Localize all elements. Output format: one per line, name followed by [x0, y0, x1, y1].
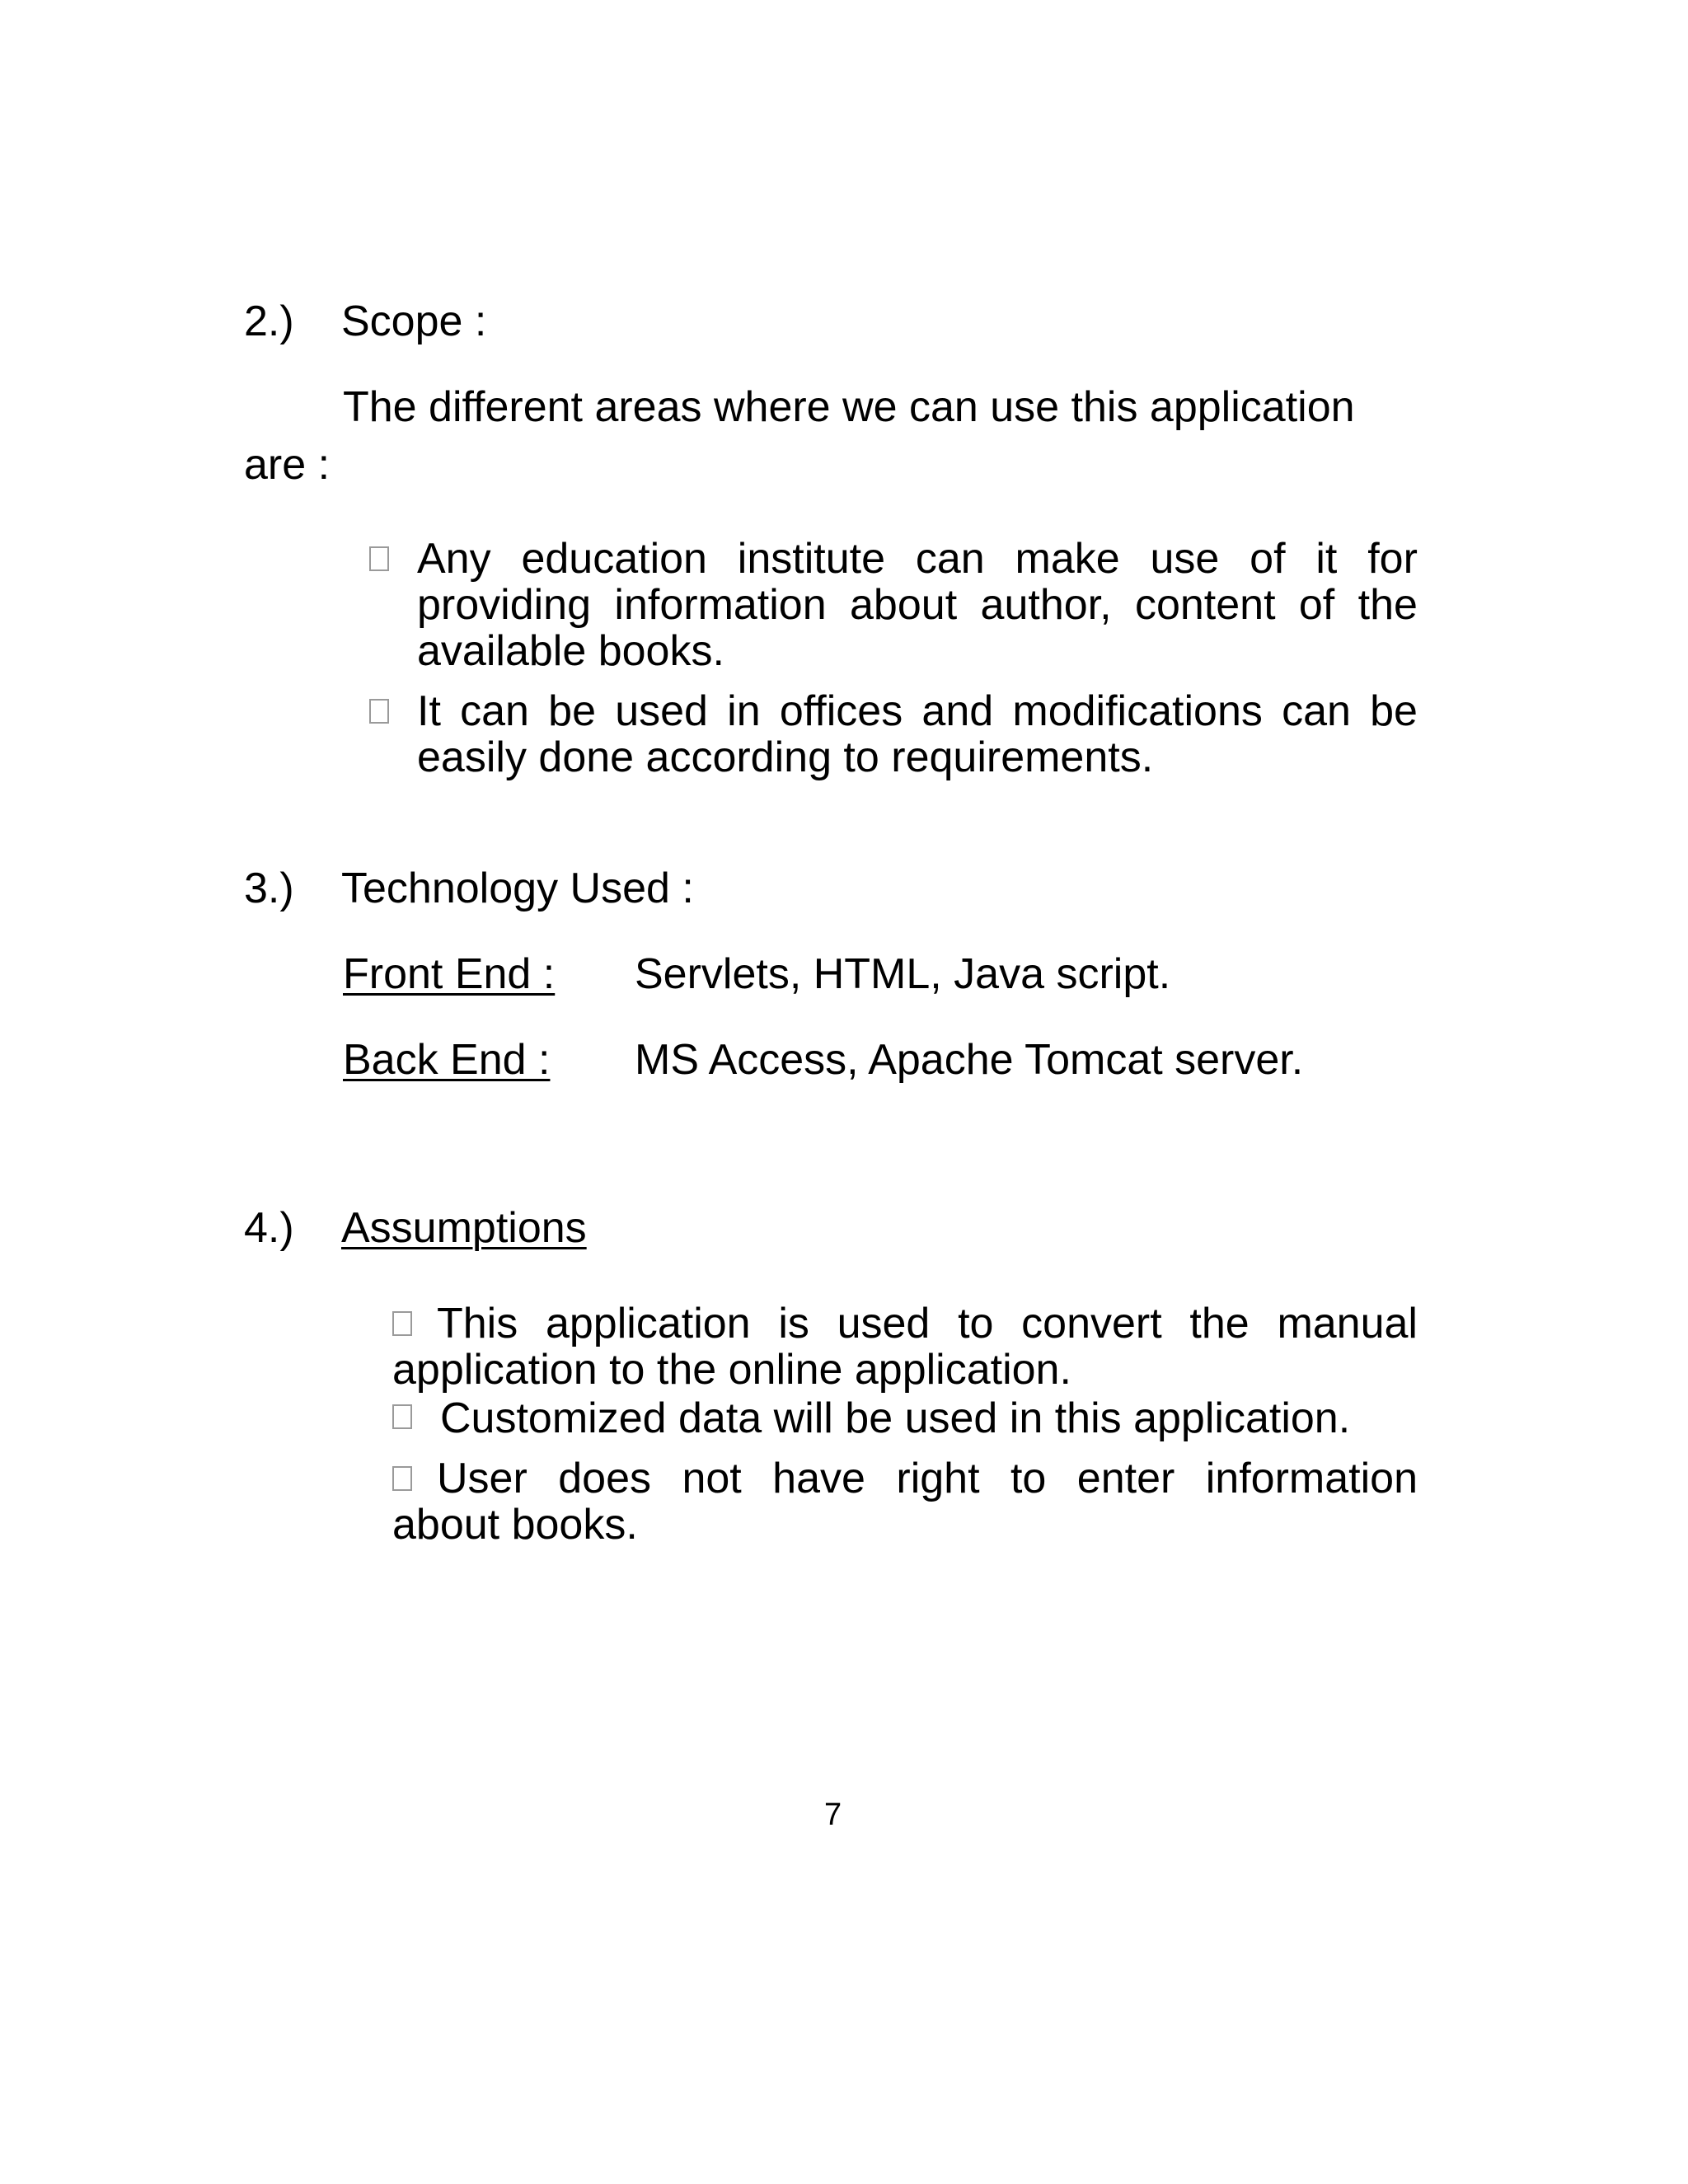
word: manual — [1277, 1300, 1418, 1347]
assumption-bullet-1-line-2: application to the online application. — [392, 1346, 1071, 1394]
scope-bullet-2 — [417, 688, 1418, 780]
word: Any — [417, 535, 491, 583]
word: be — [548, 687, 596, 735]
word: for — [1367, 535, 1418, 583]
word: is — [778, 1300, 809, 1347]
word: convert — [1021, 1300, 1162, 1347]
assumption-bullet-3-line-2: about books. — [392, 1501, 638, 1549]
front-end-label: Front End : — [343, 950, 556, 998]
back-end-label: Back End : — [343, 1036, 551, 1084]
word: It — [417, 687, 441, 735]
scope-bullet-1-line-1 — [417, 536, 1418, 582]
section-title-scope: Scope : — [341, 298, 487, 345]
assumption-bullet-1-line-1 — [392, 1301, 1418, 1347]
word: make — [1015, 535, 1120, 583]
scope-bullet-1-line-2 — [417, 582, 1418, 628]
word: the — [1189, 1300, 1250, 1347]
scope-bullet-2-line-1 — [417, 688, 1418, 734]
front-end-value: Servlets, HTML, Java script. — [635, 950, 1171, 998]
assumption-bullet-3-line-1 — [392, 1455, 1418, 1502]
word: of — [1250, 535, 1286, 583]
section-number-assumptions: 4.) — [244, 1204, 294, 1252]
section-number-technology: 3.) — [244, 865, 294, 912]
assumption-bullet-1-line-1-text — [437, 1301, 1418, 1347]
word: in — [727, 687, 761, 735]
assumption-bullet-2-text: Customized data will be used in this application. — [440, 1394, 1351, 1442]
word: User — [437, 1455, 528, 1502]
word: it — [1315, 535, 1338, 583]
word: enter — [1076, 1455, 1175, 1502]
word: used — [615, 687, 708, 735]
assumption-bullet-3-line-1-text — [437, 1455, 1418, 1502]
word: offices — [779, 687, 903, 735]
scope-bullet-2-line-2: easily done according to requirements. — [417, 733, 1154, 781]
bullet-box-icon — [392, 1404, 412, 1429]
word: institute — [737, 535, 886, 583]
section-title-technology: Technology Used : — [341, 865, 694, 912]
word: information — [1205, 1455, 1418, 1502]
word: and — [921, 687, 994, 735]
page-number: 7 — [824, 1797, 842, 1832]
word: providing — [417, 581, 592, 629]
word: can — [915, 535, 985, 583]
word: information — [614, 581, 827, 629]
word: to — [1010, 1455, 1047, 1502]
word: education — [521, 535, 707, 583]
word: the — [1357, 581, 1418, 629]
back-end-value: MS Access, Apache Tomcat server. — [635, 1036, 1304, 1084]
word: application — [545, 1300, 751, 1347]
word: have — [772, 1455, 865, 1502]
word: This — [437, 1300, 518, 1347]
word: not — [682, 1455, 742, 1502]
word: to — [958, 1300, 994, 1347]
word: modifications — [1012, 687, 1263, 735]
word: does — [558, 1455, 651, 1502]
assumption-bullet-1 — [392, 1301, 1418, 1393]
scope-bullet-1-line-3: available books. — [417, 627, 724, 675]
bullet-box-icon — [392, 1311, 412, 1336]
word: use — [1150, 535, 1220, 583]
word: can — [1282, 687, 1351, 735]
word: can — [460, 687, 529, 735]
word: right — [896, 1455, 980, 1502]
word: content — [1134, 581, 1276, 629]
word: used — [837, 1300, 931, 1347]
scope-bullet-1 — [417, 536, 1418, 674]
section-title-assumptions: Assumptions — [341, 1204, 587, 1252]
assumption-bullet-3 — [392, 1455, 1418, 1548]
word: be — [1370, 687, 1418, 735]
scope-intro-line-1: The different areas where we can use this application — [343, 383, 1355, 431]
word: about — [850, 581, 958, 629]
word: author, — [980, 581, 1112, 629]
bullet-box-icon — [369, 546, 389, 571]
bullet-box-icon — [369, 699, 389, 724]
section-number-scope: 2.) — [244, 298, 294, 345]
scope-intro-line-2: are : — [244, 441, 331, 489]
word: of — [1298, 581, 1335, 629]
bullet-box-icon — [392, 1466, 412, 1491]
